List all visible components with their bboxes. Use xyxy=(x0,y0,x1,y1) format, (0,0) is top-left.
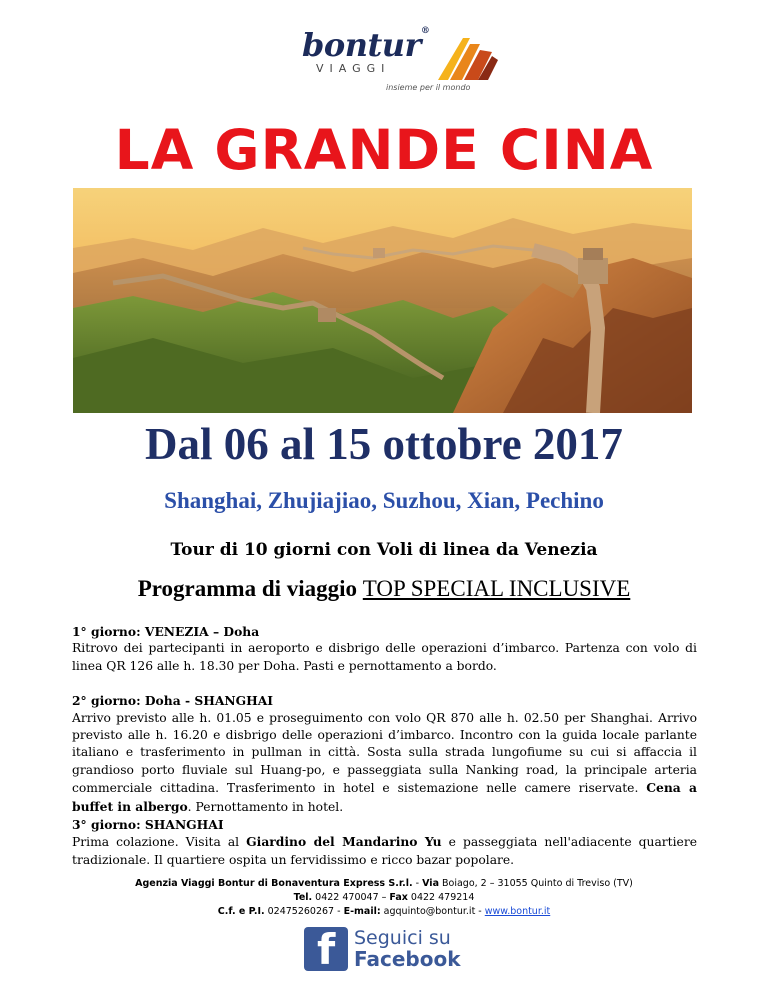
cities-list: Shanghai, Zhujiajiao, Suzhou, Xian, Pechino xyxy=(164,488,604,513)
travel-dates: Dal 06 al 15 ottobre 2017 xyxy=(145,419,623,469)
great-wall-photo xyxy=(73,188,692,413)
day-text: Ritrovo dei partecipanti in aeroporto e disbrigo delle operazioni d’imbarco. Partenza con volo di linea QR 126 alle h. 18.30 per Doha. Pasti e pernottamento a bordo. xyxy=(72,641,697,673)
facebook-icon: f xyxy=(304,927,348,971)
day-1 xyxy=(72,623,697,675)
day-heading: 3° giorno: SHANGHAI xyxy=(72,817,224,833)
bontur-logo xyxy=(298,26,498,96)
day-2 xyxy=(72,692,697,816)
logo-swoosh-icon xyxy=(408,30,498,85)
facebook-line-2: Facebook xyxy=(354,947,461,971)
program-highlight: TOP SPECIAL INCLUSIVE xyxy=(362,576,631,601)
logo-sub: VIAGGI xyxy=(316,62,391,75)
logo-tagline: insieme per il mondo xyxy=(386,83,471,92)
facebook-line-1: Seguici su xyxy=(354,927,451,949)
day-heading: 2° giorno: Doha - SHANGHAI xyxy=(72,693,274,709)
program-prefix: Programma di viaggio xyxy=(137,576,363,601)
facebook-badge[interactable] xyxy=(304,925,464,974)
footer-line-2: Tel. 0422 470047 – Fax 0422 479214 xyxy=(293,892,475,903)
day-text: Prima colazione. Visita al Giardino del Mandarino Yu e passeggiata nell'adiacente quartiere tradizionale. Il quartiere ospita un fervidissimo e ricco bazar popolare. xyxy=(72,834,697,867)
day-heading: 1° giorno: VENEZIA – Doha xyxy=(72,624,260,639)
footer-line-1: Agenzia Viaggi Bontur di Bonaventura Express S.r.l. - Via Boiago, 2 – 31055 Quinto di Treviso (TV) xyxy=(135,878,633,889)
day-text: Arrivo previsto alle h. 01.05 e proseguimento con volo QR 870 alle h. 02.50 per Shanghai. Arrivo previsto alle h. 16.20 e disbrigo delle operazioni d’imbarco. Incontro con la guida locale parlante italiano e trasferimento in pullman in città. Sosta sulla strada lungofiume su cui si affaccia il grandioso porto fluviale sul Huang-po, e passeggiata sulla Nanking road, la principale arteria commerciale cittadina. Trasferimento in hotel e sistemazione nelle camere riservate. Cena a buffet in albergo. Pernottamento in hotel. xyxy=(72,710,697,814)
footer-line-3: C.f. e P.I. 02475260267 - E-mail: agquinto@bontur.it - www.bontur.it xyxy=(217,906,551,917)
tour-description: Tour di 10 giorni con Voli di linea da Venezia xyxy=(170,540,598,560)
itinerary xyxy=(72,623,697,869)
agency-footer xyxy=(0,877,768,919)
website-link[interactable]: www.bontur.it xyxy=(484,906,551,917)
program-heading xyxy=(0,576,768,602)
page-title: LA GRANDE CINA xyxy=(114,118,654,182)
logo-brand: bontur® xyxy=(302,26,430,64)
day-3 xyxy=(72,816,697,869)
